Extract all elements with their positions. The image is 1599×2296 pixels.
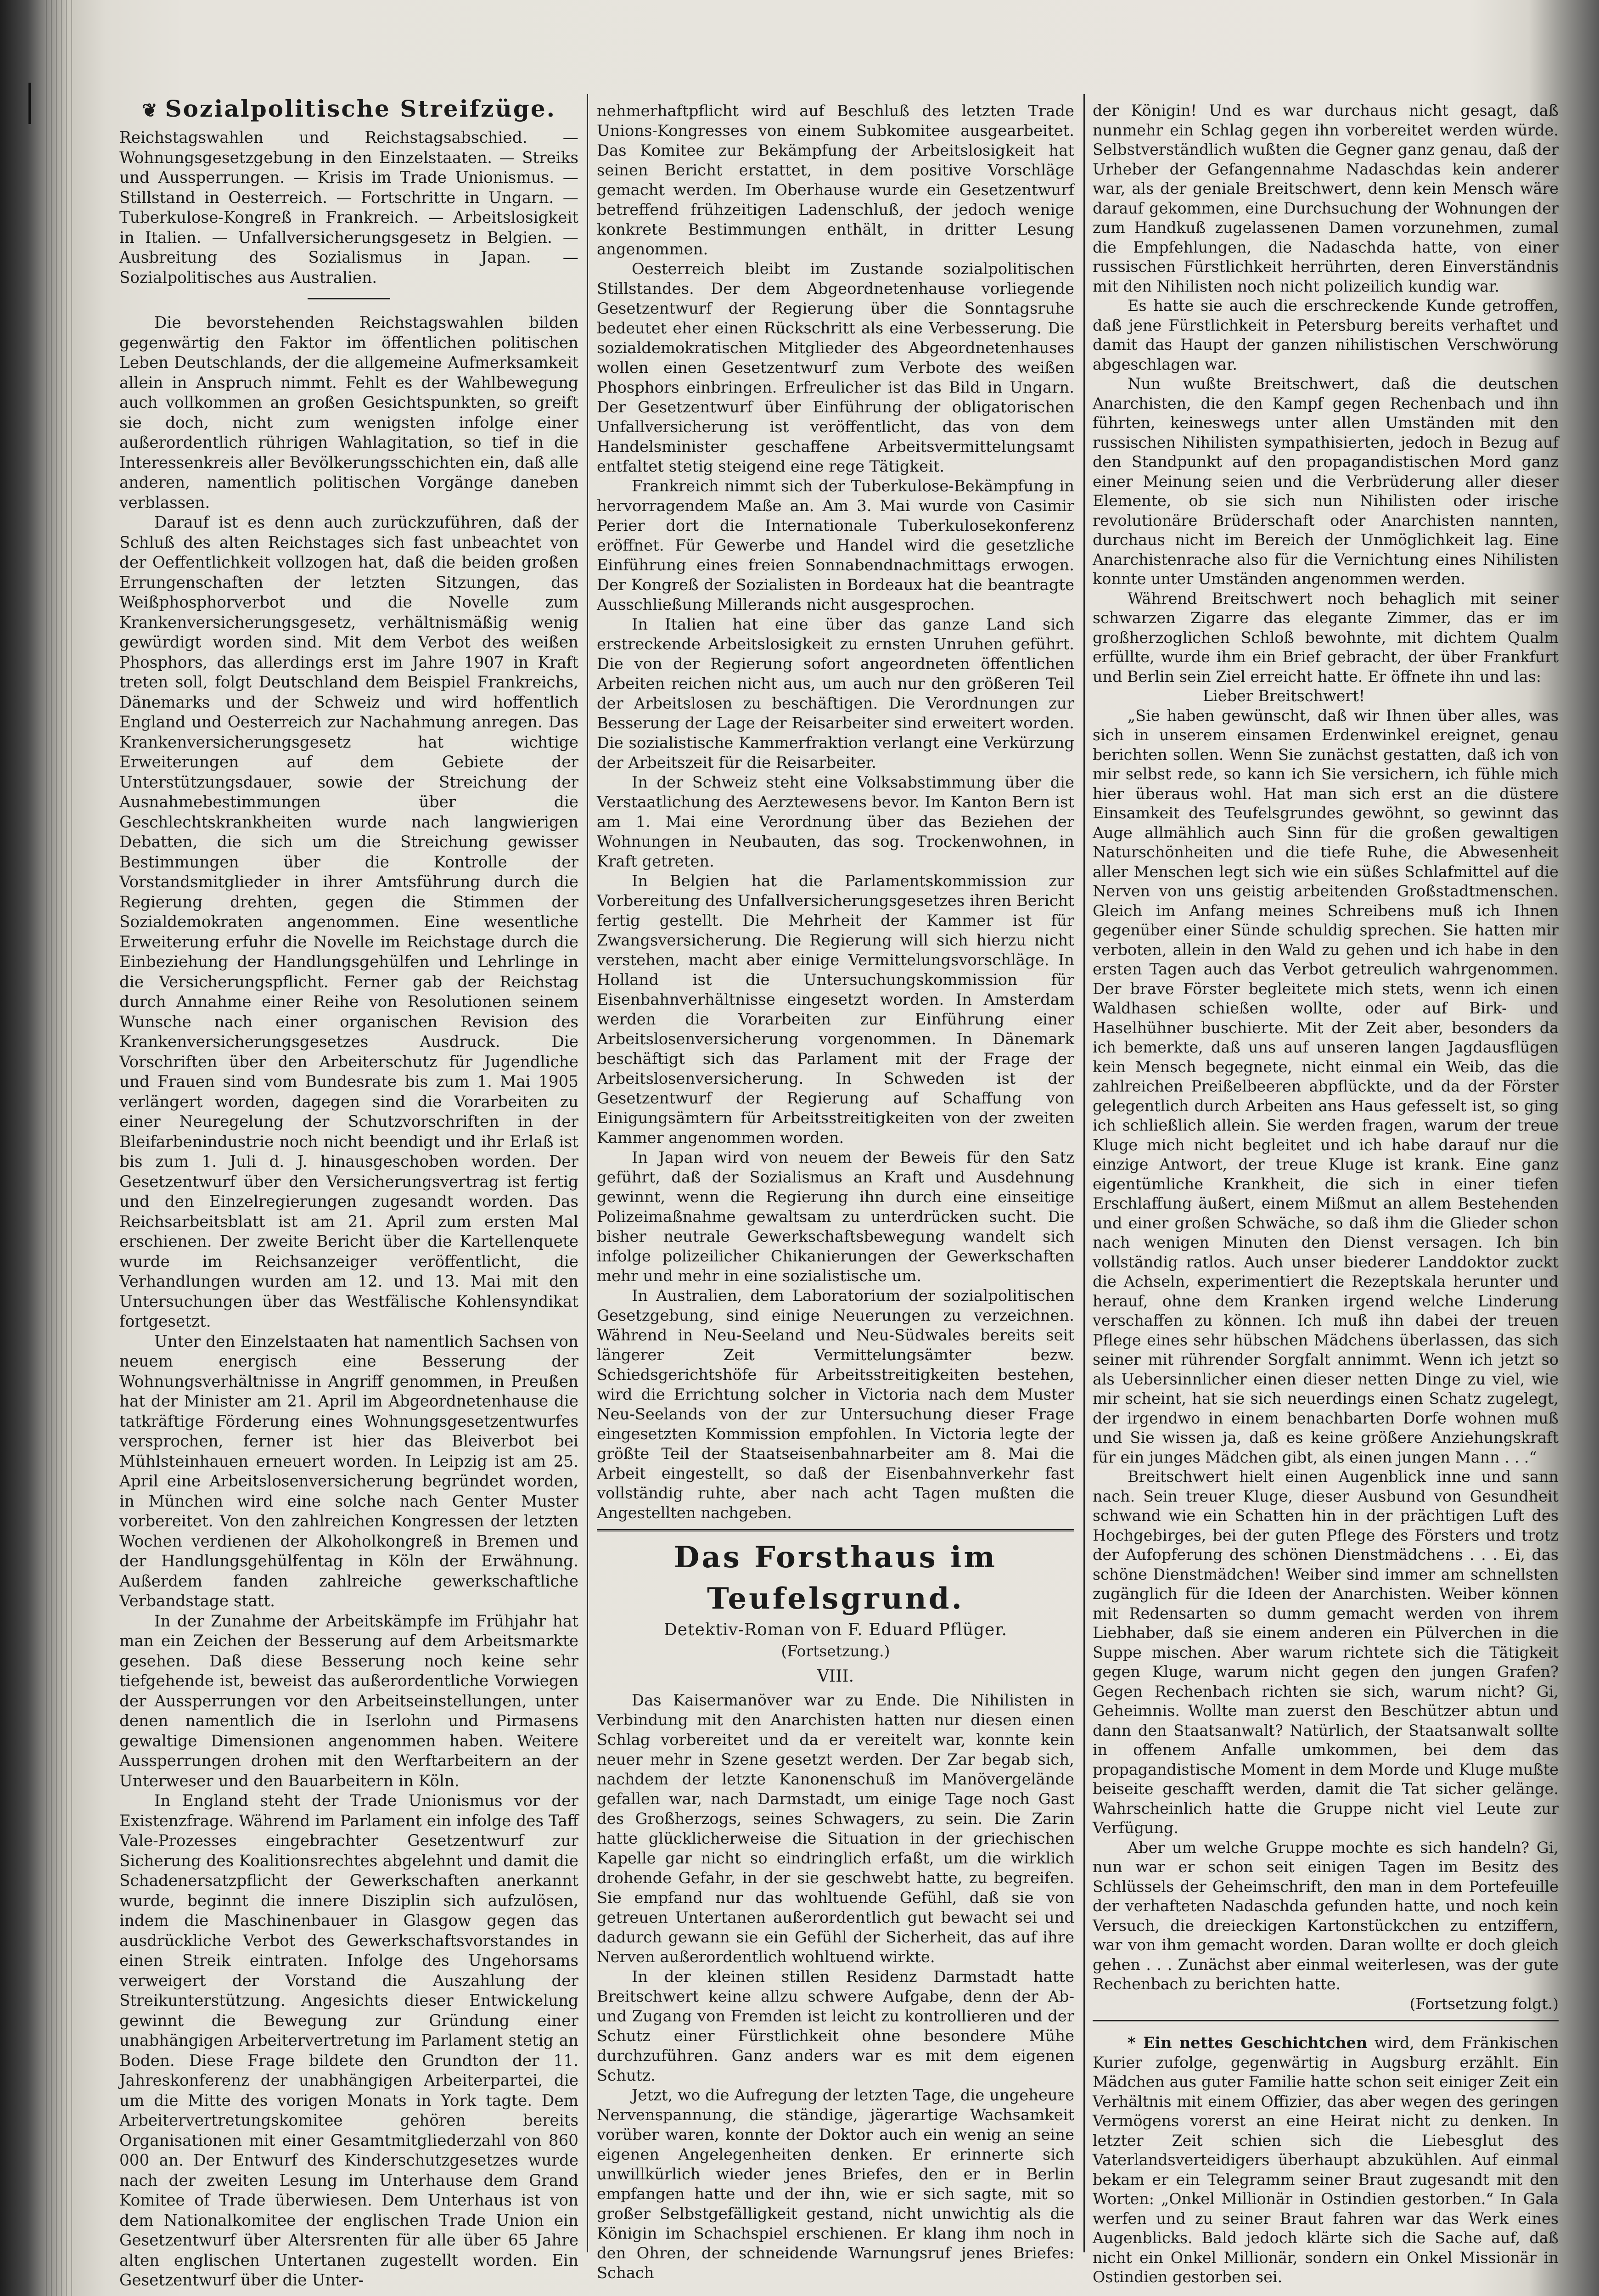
news-item <box>1093 2033 1559 2287</box>
paragraph: In Australien, dem Laboratorium der sozialpolitischen Gesetzgebung, sind einige Neuerungen zu verzeichnen. Während in Neu-Seeland und Neu-Südwales bereits seit längerer Zeit Vermittelungsämter bezw. Schiedsgerichtshöfe für Arbeitsstreitigkeiten bestehen, wird die Errichtung solcher in Victoria nach dem Muster Neu-Seelands von der zur Untersuchung dieser Frage eingesetzten Kommission empfohlen. In Victoria legte der größte Teil der Staatseisenbahnarbeiter am 8. Mai die Arbeit eingestellt, so daß der Eisenbahnverkehr fast vollständig ruhte, aber nach acht Tagen mußten die Angestellten nachgeben. <box>597 1287 1074 1522</box>
column-1 <box>119 94 578 2291</box>
paragraph: Darauf ist es denn auch zurückzuführen, daß der Schluß des alten Reichstages sich fast unbeachtet von der Oeffentlichkeit vollzogen hat, daß die beiden großen Errungenschaften der letzten Sitzungen, das Weißphosphorverbot und die Novelle zum Krankenversicherungsgesetz, verhältnismäßig wenig gewürdigt worden sind. Mit dem Verbot des weißen Phosphors, das allerdings erst im Jahre 1907 in Kraft treten soll, folgt Deutschland dem Beispiel Frankreichs, Dänemarks und der Schweiz und wird hoffentlich England und Oesterreich zur Nachahmung anregen. Das Krankenversicherungsgesetz hat wichtige Erweiterungen auf dem Gebiete der Unterstützungsdauer, sowie der Streichung der Ausnahmebestimmungen über die Geschlechtskrankheiten wurde nach langwierigen Debatten, die sich um die Streichung gewisser Bestimmungen über die Kontrolle der Vorstandsmitglieder in ihrer Amtsführung durch die Regierung drehten, gegen die Stimmen der Sozialdemokraten angenommen. Eine wesentliche Erweiterung erfuhr die Novelle im Reichstage durch die Einbeziehung der Handlungsgehülfen und Lehrlinge in die Versicherungspflicht. Ferner gab der Reichstag durch Annahme einer Reihe von Resolutionen seinem Wunsche nach einer organischen Revision des Krankenversicherungsgesetzes Ausdruck. Die Vorschriften über den Arbeiterschutz für Jugendliche und Frauen sind vom Bundesrate bis zum 1. Mai 1905 verlängert worden, dagegen sind die Vorarbeiten zu einer Neuregelung der Schutzvorschriften in der Bleifarbenindustrie noch nicht beendigt und ihr Erlaß ist bis zum 1. Juli d. J. hinausgeschoben worden. Der Gesetzentwurf über den Versicherungsvertrag ist fertig und den Einzelregierungen zugesandt worden. Das Reichsarbeitsblatt ist am 21. April zum ersten Mal erschienen. Der zweite Bericht über die Kartellenquete wurde im Reichsanzeiger veröffentlicht, die Verhandlungen wurden am 12. und 13. Mai mit den Untersuchungen über das Westfälische Kohlensyndikat fortgesetzt. <box>119 513 578 1331</box>
letter-salutation: Lieber Breitschwert! <box>1203 687 1365 705</box>
paragraph: In der Schweiz steht eine Volksabstimmung über die Verstaatlichung des Aerztewesens bevor. Im Kanton Bern ist am 1. Mai eine Verordnung über das Beziehen der Wohnungen in Neubauten, das sog. Trockenwohnen, in Kraft getreten. <box>597 773 1074 870</box>
news-text: wird, dem Fränkischen Kurier zufolge, gegenwärtig in Augsburg erzählt. Ein Mädchen aus guter Familie hatte schon seit einiger Zeit ein Verhältnis mit einem Offizier, das aber wegen des geringen Vermögens vorerst an eine Heirat nicht zu denken. In letzter Zeit schien sich die Liebesglut des Vaterlandsverteidigers überhaupt abzukühlen. Auf einmal bekam er ein Telegramm seiner Braut zugesandt mit den Worten: „Onkel Millionär in Ostindien gestorben.“ In Gala werfen und zu seiner Braut fahren war das Werk eines Augenblicks. Bald jedoch klärte sich die Sache auf, daß nicht ein Onkel Millionär, sondern ein Onkel Missionär in Ostindien gestorben sei. <box>1093 2034 1559 2286</box>
story-continuation: (Fortsetzung.) <box>781 1642 890 1660</box>
chapter-number: VIII. <box>817 1667 854 1686</box>
paragraph: Jetzt, wo die Aufregung der letzten Tage, die ungeheure Nervenspannung, die ständige, jägerartige Wachsamkeit vorüber waren, konnte der Doktor auch ein wenig an seine eigenen Angelegenheiten denken. Er erinnerte sich unwillkürlich wieder jenes Briefes, den er in Berlin empfangen hatte und der ihn, wie er sich sagte, mit so großer Selbstgefälligkeit gestand, nicht unwichtig als die Königin im Schachspiel erschienen. Er klang ihm noch in den Ohren, der schneidende Warnungsruf jenes Briefes: Schach <box>597 2086 1074 2282</box>
column-3 <box>1093 101 1559 2287</box>
ornament-icon: ❦ <box>141 100 159 121</box>
paragraph: Es hatte sie auch die erschreckende Kunde getroffen, daß jene Fürstlichkeit in Petersburg bereits verhaftet und damit das Haupt der ganzen nihilistischen Verschwörung abgeschlagen war. <box>1093 297 1559 373</box>
paragraph: In Italien hat eine über das ganze Land sich erstreckende Arbeitslosigkeit zu ernsten Unruhen geführt. Die von der Regierung sofort angeordneten öffentlichen Arbeiten reichen nicht aus, um auch nur den größeren Teil der Arbeitslosen zu beschäftigen. Die Verordnungen zur Besserung der Lage der Reisarbeiter sind erweitert worden. Die sozialistische Kammerfraktion verlangt eine Verkürzung der Arbeitszeit für die Reisarbeiter. <box>597 615 1074 771</box>
story-byline: Detektiv-Roman von F. Eduard Pflüger. <box>663 1621 1008 1639</box>
section-divider <box>597 1529 1074 1531</box>
page-edge-mark <box>28 83 31 124</box>
paragraph: In der Zunahme der Arbeitskämpfe im Frühjahr hat man ein Zeichen der Besserung auf dem Arbeitsmarkte gesehen. Daß diese Besserung noch keine sehr tiefgehende ist, beweist das außerordentliche Vorwiegen der Aussperrungen vor den Arbeitseinstellungen, unter denen namentlich die in Iserlohn und Pirmasens gewaltige Dimensionen angenommen haben. Weitere Aussperrungen drohen mit den Werftarbeitern an der Unterweser und den Bauarbeitern in Köln. <box>119 1612 578 1790</box>
paragraph: In Japan wird von neuem der Beweis für den Satz geführt, daß der Sozialismus an Kraft und Ausdehnung gewinnt, wenn die Regierung ihn durch eine einseitige Polizeimaßnahme gewaltsam zu unterdrücken sucht. Die bisher neutrale Gewerkschaftsbewegung wandelt sich infolge polizeilicher Chikanierungen der Gewerkschaften mehr und mehr in eine sozialistische um. <box>597 1148 1074 1285</box>
paragraph: der Königin! Und es war durchaus nicht gesagt, daß nunmehr ein Schlag gegen ihn vorbereitet werden würde. Selbstverständlich wußten die Gegner ganz genau, daß der Urheber der Gefangennahme Nadaschdas kein anderer war, als der geniale Breitschwert, denn kein Mensch wäre darauf gekommen, eine Durchsuchung der Wohnungen der zum Handkuß zugelassenen Damen vorzunehmen, zumal die Empfehlungen, die Nadaschda hatte, von einer russischen Fürstlichkeit herrührten, deren Einverständnis mit den Nihilisten noch nicht polizeilich kundig war. <box>1093 101 1559 295</box>
paragraph: In der kleinen stillen Residenz Darmstadt hatte Breitschwert keine allzu schwere Aufgabe, denn der Ab- und Zugang von Fremden ist leicht zu kontrollieren und der Schutz einer Fürstlichkeit ohne besondere Mühe durchzuführen. Ganz anders war es mit dem eigenen Schutz. <box>597 1968 1074 2084</box>
paragraph: Die bevorstehenden Reichstagswahlen bilden gegenwärtig den Faktor im öffentlichen politischen Leben Deutschlands, der die allgemeine Aufmerksamkeit allein in Anspruch nimmt. Fehlt es der Wahlbewegung auch vollkommen an großen Gesichtspunkten, so greift sie doch, nicht zum wenigsten infolge einer außerordentlich rührigen Wahlagitation, so tief in die Interessenkreis aller Bevölkerungsschichten ein, daß alle anderen, namentlich politischen Vorgänge daneben verblassen. <box>119 314 578 512</box>
paragraph: Frankreich nimmt sich der Tuberkulose-Bekämpfung in hervorragendem Maße an. Am 3. Mai wurde von Casimir Perier dort die Internationale Tuberkulosekonferenz eröffnet. Für Gewerbe und Handel wird die gesetzliche Einführung eines freien Sonnabendnachmittags erwogen. Der Kongreß der Sozialisten in Bordeaux hat die beantragte Ausschließung Millerands nicht ausgesprochen. <box>597 477 1074 613</box>
paragraph: Unter den Einzelstaaten hat namentlich Sachsen von neuem energisch eine Besserung der Wohnungsverhältnisse in Angriff genommen, in Preußen hat der Minister am 21. April im Abgeordnetenhause die tatkräftige Förderung eines Wohnungsgesetzentwurfes versprochen, ferner ist hier das Bleiverbot bei Mühlsteinhauen erneuert worden. In Leipzig ist am 25. April eine Arbeitslosenversicherung begründet worden, in München wird eine solche nach Genter Muster vorbereitet. Von den zahlreichen Kongressen der letzten Wochen verdienen der Alkoholkongreß in Bremen und der Handlungsgehülfentag in Köln der Erwähnung. Außerdem fanden zahlreiche gewerkschaftliche Verbandstage statt. <box>119 1332 578 1610</box>
paragraph: In England steht der Trade Unionismus vor der Existenzfrage. Während im Parlament ein infolge des Taff Vale-Prozesses eingebrachter Gesetzentwurf zur Sicherung des Koalitionsrechtes abgelehnt und damit die Schadenersatzpflicht der Gewerkschaften anerkannt wurde, beginnt die innere Disziplin sich aufzulösen, indem die Maschinenbauer in Glasgow gegen das ausdrückliche Verbot des Gewerkschaftsvorstandes in einen Streik eintraten. Infolge des Ungehorsams verweigert der Vorstand die Auszahlung der Streikunterstützung. Angesichts dieser Entwickelung gewinnt die Bewegung zur Gründung einer unabhängigen Arbeitervertretung im Parlament stetig an Boden. Diese Frage bildete den Grundton der 11. Jahreskonferenz der unabhängigen Arbeiterpartei, die um die Mitte des vorigen Monats in York tagte. Dem Arbeitervertretungskomitee gehören bereits Organisationen mit einer Gesamtmitgliederzahl von 860 000 an. Der Entwurf des Kinderschutzgesetzes wurde nach der zweiten Lesung im Unterhause dem Grand Komitee of Trade überwiesen. Dem Unterhaus ist von dem Nationalkomitee der englischen Trade Union ein Gesetzentwurf über Altersrenten für alle über 65 Jahre alten englischen Untertanen zugestellt worden. Ein Gesetzentwurf über die Unter- <box>119 1792 578 2290</box>
column-2 <box>597 101 1074 2283</box>
paragraph: Während Breitschwert noch behaglich mit seiner schwarzen Zigarre das elegante Zimmer, das er im großherzoglichen Schloß bewohnte, mit dichtem Qualm erfüllte, wurde ihm ein Brief gebracht, der über Frankfurt und Berlin sein Ziel erreicht hatte. Er öffnete ihn und las: <box>1093 589 1559 686</box>
article-title <box>119 94 578 125</box>
paragraph: Breitschwert hielt einen Augenblick inne und sann nach. Sein treuer Kluge, dieser Ausbund von Gesundheit schwand wie ein Schatten hin in der prächtigen Luft des Hochgebirges, bei der guten Pflege des Försters und trotz der Aufopferung des schönen Dienstmädchens . . . Ei, das schöne Dienstmädchen! Weiber sind immer am schnellsten zugänglich für die Ideen der Anarchisten. Weiber können mit Redensarten so dumm gemacht werden von ihrem Liebhaber, daß sie einem anderen ein Pülverchen in die Suppe mischen. Aber warum richtete sich die Tätigkeit gegen Kluge, warum nicht gegen den jungen Grafen? Gegen Rechenbach richten sie sich, warum nicht? Gi, Geheimnis. Wollte man zuerst den Beschützer abtun und dann den Staatsanwalt? Natürlich, der Staatsanwalt sollte in offenem Anfalle umkommen, bei dem das propagandistische Moment in dem Morde und Kluge mußte beiseite geschafft werden, damit die Tat sicher gelänge. Wahrscheinlich hatte die Gruppe nicht viel Leute zur Verfügung. <box>1093 1468 1559 1837</box>
paragraph: Oesterreich bleibt im Zustande sozialpolitischen Stillstandes. Der dem Abgeordnetenhause vorliegende Gesetzentwurf der Regierung über die Sonntagsruhe bedeutet eher einen Rückschritt als eine Verbesserung. Die sozialdemokratischen Mitglieder des Abgeordnetenhauses wollen einen Gesetzentwurf zum Verbote des weißen Phosphors einbringen. Erfreulicher ist das Bild in Ungarn. Der Gesetzentwurf über Einführung der obligatorischen Unfallversicherung ist veröffentlicht, das von dem Handelsminister geschaffene Arbeitsvermittelungsamt entfaltet stetig steigend eine rege Tätigkeit. <box>597 260 1074 475</box>
paragraph: „Sie haben gewünscht, daß wir Ihnen über alles, was sich in unserem einsamen Erdenwinkel ereignet, genau berichten sollen. Wenn Sie zunächst gestatten, daß ich von mir selbst rede, so kann ich Sie versichern, ich fühle mich hier überaus wohl. Hat man sich erst an die düstere Einsamkeit des Teufelsgrundes gewöhnt, so gewinnt das Auge allmählich auch Sinn für die großen gewaltigen Naturschönheiten und die tiefe Ruhe, die Abwesenheit aller Menschen legt sich wie ein süßes Schlafmittel auf die Nerven von uns geistig arbeitenden Großstadtmenschen. Gleich im Anfang meines Schreibens muß ich Ihnen gegenüber einer Sünde schuldig sprechen. Sie hatten mir verboten, allein in den Wald zu gehen und ich habe in den ersten Tagen auch das Verbot getreulich wahrgenommen. Der brave Förster begleitete mich stets, wenn ich einen Waldhasen schießen wollte, oder auf Birk- und Haselhühner buschierte. Mit der Zeit aber, besonders da ich bemerkte, daß uns auf unseren langen Jagdausflügen kein Mensch begegnete, nicht einmal ein Weib, das die zahlreichen Preißelbeeren abpflückte, und da der Förster gelegentlich durch Arbeiten ans Haus gefesselt ist, so ging ich schließlich allein. Sie werden fragen, warum der treue Kluge mich nicht begleitet und ich habe darauf nur die einzige Antwort, der treue Kluge ist krank. Eine ganz eigentümliche Krankheit, die sich in einer tiefen Erschlaffung äußert, einem Mißmut an allem Bestehenden und einer großen Schwäche, so daß ihm die Glieder schon nach wenigen Minuten den Dienst versagen. Ich bin vollständig ratlos. Auch unser biederer Landdoktor zuckt die Achseln, experimentiert die Rezeptskala herunter und herauf, ohne dem Kranken irgend welche Linderung verschaffen zu können. Ich muß ihn dabei der treuen Pflege eines sehr hübschen Mädchens überlassen, das sich seiner mit rührender Sorgfalt annimmt. Wenn ich jetzt so als Uebersinnlicher einen dieser netten Dinge zu viel, wie mir scheint, hat sie sich neuerdings einen Schatz zugelegt, der irgendwo in einem benachbarten Dorfe wohnen muß und Sie wissen ja, daß es keine größere Anziehungskraft für ein junges Mädchen gibt, als einen jungen Mann . . .“ <box>1093 706 1559 1466</box>
paragraph: Nun wußte Breitschwert, daß die deutschen Anarchisten, die den Kampf gegen Rechenbach und ihn führten, keineswegs unter allen Umständen mit den russischen Nihilisten sympathisierten, jedoch in Bezug auf den Standpunkt auf den propagandistischen Mord ganz einer Meinung seien und die Verbrüderung aller dieser Elemente, ob sie sich nun Nihilisten oder irische revolutionäre Brüderschaft oder Anarchisten nannten, durchaus nicht im Bereich der Unmöglichkeit lag. Eine Anarchistenrache also für die Vernichtung eines Nihilisten konnte unter Umständen angenommen werden. <box>1093 375 1559 588</box>
binding-edge <box>46 0 73 2296</box>
divider <box>1093 2020 1559 2021</box>
article-title-text: Sozialpolitische Streifzüge. <box>165 95 556 122</box>
news-lead: * Ein nettes Geschichtchen <box>1128 2034 1368 2052</box>
column-rule-1 <box>587 94 588 2252</box>
paragraph: nehmerhaftpflicht wird auf Beschluß des letzten Trade Unions-Kongresses von einem Subkomitee ausgearbeitet. Das Komitee zur Bekämpfung der Arbeitslosigkeit hat seinen Bericht erstattet, in dem positive Vorschläge gemacht werden. Im Oberhause wurde ein Gesetzentwurf betreffend frühzeitigen Ladenschluß, der jedoch wenige konkrete Bestimmungen enthält, in dritter Lesung angenommen. <box>597 102 1074 258</box>
column-rule-2 <box>1083 94 1085 2252</box>
story-title: Das Forsthaus im Teufelsgrund. <box>673 1540 998 1616</box>
article-summary: Reichstagswahlen und Reichstagsabschied. — Wohnungsgesetzgebung in den Einzelstaaten. — Streiks und Aussperrungen. — Krisis im Trade Unionismus. — Stillstand in Oesterreich. — Fortschritte in Ungarn. — Tuberkulose-Kongreß in Frankreich. — Arbeitslosigkeit in Italien. — Unfallversicherungsgesetz in Belgien. — Ausbreitung des Sozialismus in Japan. — Sozialpolitisches aus Australien. <box>119 129 578 287</box>
paragraph: In Belgien hat die Parlamentskommission zur Vorbereitung des Unfallversicherungsgesetzes ihren Bericht fertig gestellt. Die Mehrheit der Kammer ist für Zwangsversicherung. Die Regierung will sich hierzu nicht verstehen, macht aber einige Vermittelungsvorschläge. In Holland ist die Untersuchungskommission für Eisenbahnverhältnisse eingesetzt worden. In Amsterdam werden die Vorarbeiten zur Einführung einer Arbeitslosenversicherung vorgenommen. In Dänemark beschäftigt sich das Parlament mit der Frage der Arbeitslosenversicherung. In Schweden ist der Gesetzentwurf der Regierung auf Schaffung von Einigungsämtern für Arbeitsstreitigkeiten von der zweiten Kammer angenommen worden. <box>597 872 1074 1147</box>
continuation-note: (Fortsetzung folgt.) <box>1409 1994 1559 2013</box>
paragraph: Aber um welche Gruppe mochte es sich handeln? Gi, nun war er schon seit einigen Tagen im Besitz des Schlüssels der Geheimschrift, den man in dem Portefeuille der verhafteten Nadaschda gefunden hatte, und noch kein Versuch, die dreieckigen Kartonstückchen zu entziffern, war von ihm gemacht worden. Daran wollte er doch gleich gehen . . . Zunächst aber einmal weiterlesen, was der gute Rechenbach zu berichten hatte. <box>1093 1838 1559 1993</box>
divider <box>308 298 390 299</box>
paragraph: Das Kaisermanöver war zu Ende. Die Nihilisten in Verbindung mit den Anarchisten hatten nur diesen einen Schlag vorbereitet und da er vereitelt war, konnte kein neuer mehr in Szene gesetzt werden. Der Zar begab sich, nachdem der letzte Kanonenschuß im Manövergelände gefallen war, nach Darmstadt, um einige Tage noch Gast des Großherzogs, seines Schwagers, zu sein. Die Zarin hatte glücklicherweise die Situation in der griechischen Kapelle gar nicht so eindringlich erfaßt, um die wirklich drohende Gefahr, in der sie geschwebt hatte, zu begreifen. Sie empfand nur das wohltuende Gefühl, daß sie von getreuen Untertanen außerordentlich gut bewacht sei und dadurch gewann sie ein Gefühl der Sicherheit, das auf ihre Nerven außerordentlich wohltuend wirkte. <box>597 1691 1074 1966</box>
